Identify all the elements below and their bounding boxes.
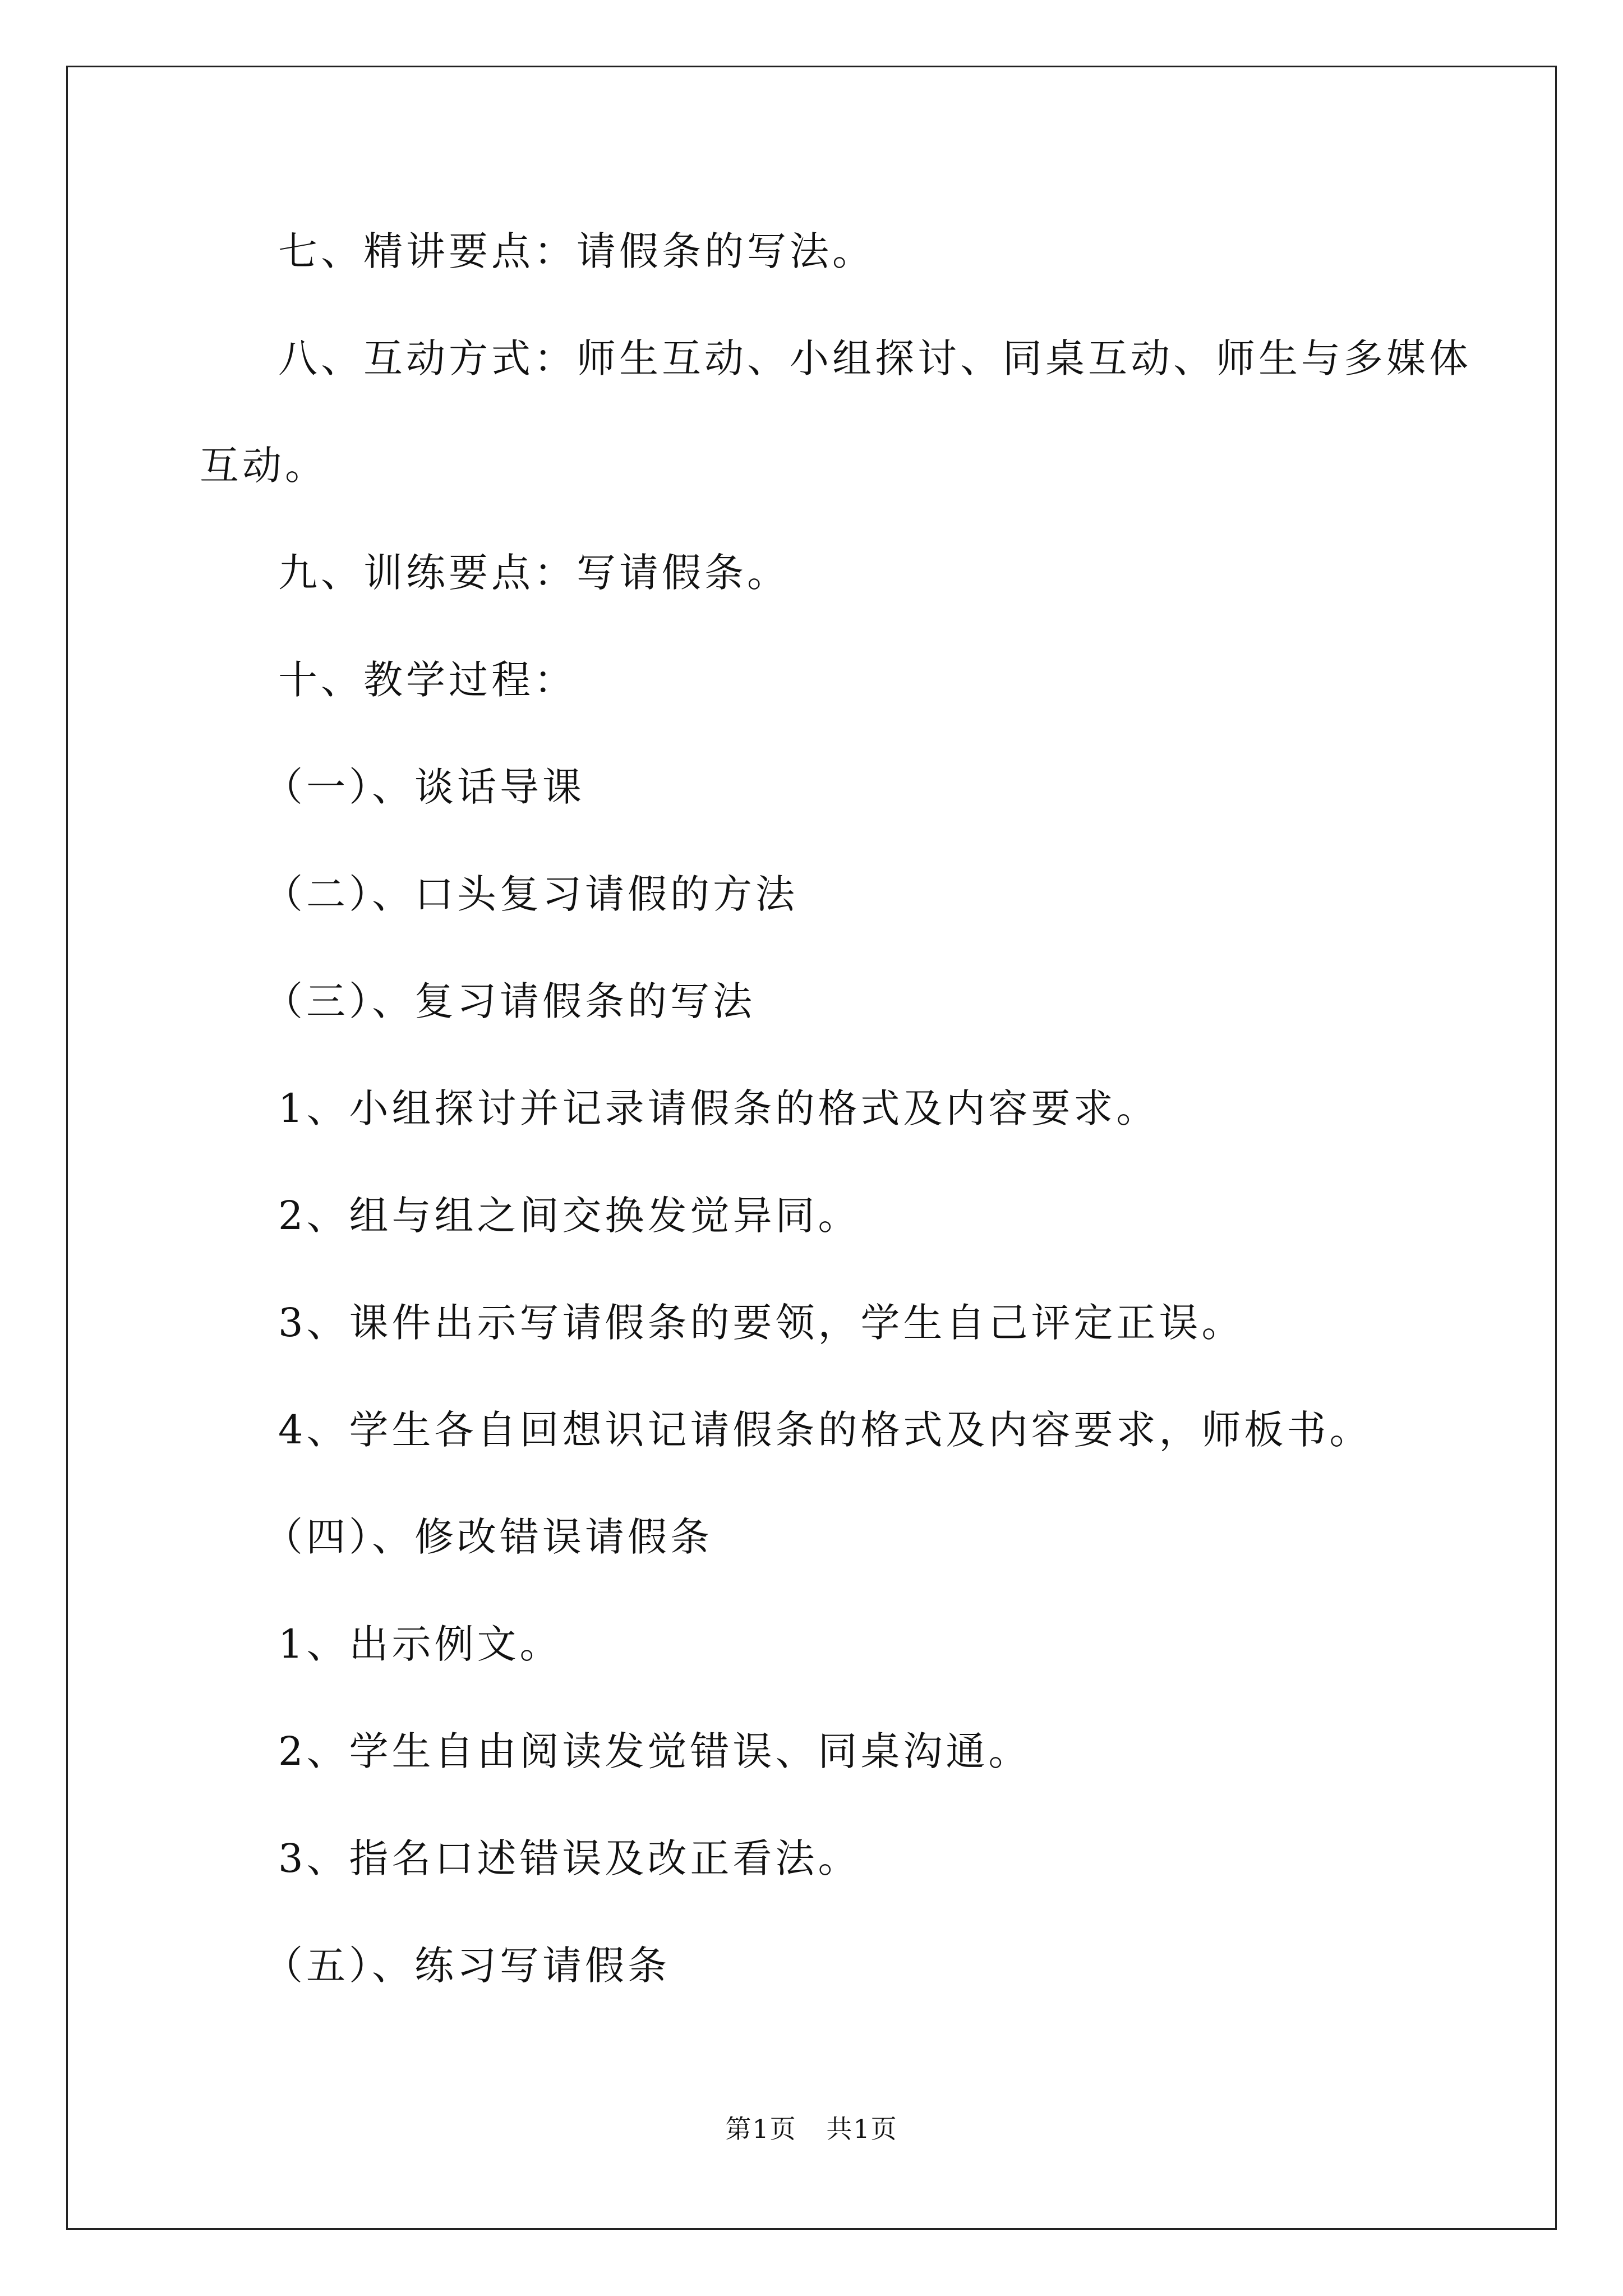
text-line: 2、组与组之间交换发觉异同。 <box>278 1193 861 1239</box>
text-line: （一）、谈话导课 <box>264 764 585 810</box>
page-footer <box>0 2112 1623 2146</box>
page-number: 第1页 <box>725 2114 797 2144</box>
text-line: （五）、练习写请假条 <box>264 1943 670 1989</box>
text-line: 3、指名口述错误及改正看法。 <box>278 1835 861 1881</box>
text-line: 2、学生自由阅读发觉错误、同桌沟通。 <box>278 1728 1031 1774</box>
page-total: 共1页 <box>826 2114 898 2144</box>
text-line: 互动。 <box>200 443 328 489</box>
text-line: 3、课件出示写请假条的要领，学生自己评定正误。 <box>278 1300 1244 1346</box>
page-border <box>66 66 1557 2230</box>
text-line: （二）、口头复习请假的方法 <box>264 871 798 917</box>
text-line: 4、学生各自回想识记请假条的格式及内容要求，师板书。 <box>278 1407 1372 1453</box>
text-line: 十、教学过程： <box>278 657 577 703</box>
text-line: 八、互动方式：师生互动、小组探讨、同桌互动、师生与多媒体 <box>278 335 1472 381</box>
text-line: 1、出示例文。 <box>278 1621 562 1667</box>
text-line: （四）、修改错误请假条 <box>264 1514 713 1560</box>
text-line: （三）、复习请假条的写法 <box>264 978 755 1024</box>
text-line: 九、训练要点：写请假条。 <box>278 550 790 596</box>
text-line: 七、精讲要点：请假条的写法。 <box>278 228 875 274</box>
text-line: 1、小组探讨并记录请假条的格式及内容要求。 <box>278 1085 1159 1131</box>
